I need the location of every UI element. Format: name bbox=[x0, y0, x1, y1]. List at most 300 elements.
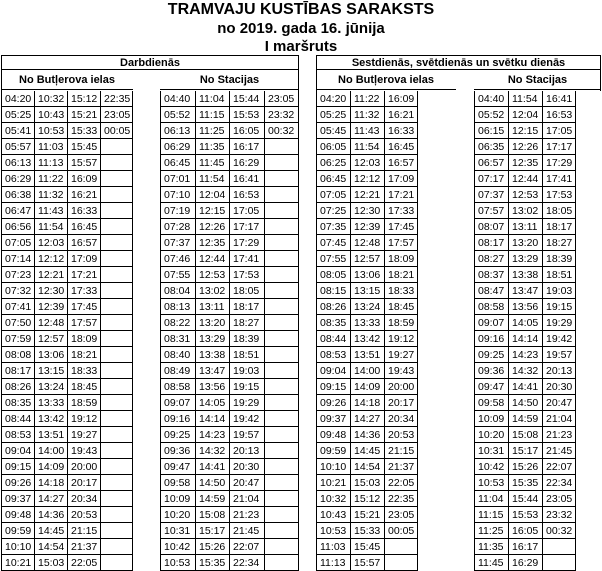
time-cell: 10:42 bbox=[160, 539, 195, 555]
time-cell: 14:00 bbox=[350, 363, 384, 379]
time-cell bbox=[264, 491, 299, 507]
time-cell: 11:54 bbox=[34, 219, 67, 235]
time-cell: 07:41 bbox=[1, 299, 34, 315]
time-cell: 12:04 bbox=[508, 107, 542, 123]
time-cell: 21:45 bbox=[542, 443, 576, 459]
time-cell: 19:15 bbox=[542, 299, 576, 315]
time-cell: 06:13 bbox=[1, 155, 34, 171]
weekdays-direction-butlerova-header: No Butļerova ielas bbox=[1, 70, 133, 90]
weekdays-header: Darbdienās bbox=[1, 55, 299, 70]
time-cell bbox=[100, 491, 133, 507]
time-cell: 17:41 bbox=[542, 171, 576, 187]
time-cell: 11:35 bbox=[474, 539, 508, 555]
time-cell bbox=[542, 539, 576, 555]
time-cell: 14:05 bbox=[195, 395, 229, 411]
time-cell: 08:44 bbox=[316, 331, 350, 347]
time-cell: 16:33 bbox=[67, 203, 100, 219]
time-cell: 20:47 bbox=[229, 475, 264, 491]
time-cell bbox=[100, 299, 133, 315]
time-cell: 12:53 bbox=[195, 267, 229, 283]
time-cell: 21:04 bbox=[229, 491, 264, 507]
time-cell: 17:05 bbox=[229, 203, 264, 219]
time-cell: 00:05 bbox=[100, 123, 133, 139]
time-cell: 20:53 bbox=[384, 427, 418, 443]
time-cell: 18:05 bbox=[542, 203, 576, 219]
time-cell: 07:28 bbox=[160, 219, 195, 235]
time-cell: 10:10 bbox=[1, 539, 34, 555]
time-cell: 12:53 bbox=[508, 187, 542, 203]
time-cell: 06:15 bbox=[474, 123, 508, 139]
time-cell: 15:44 bbox=[508, 491, 542, 507]
time-cell: 11:13 bbox=[34, 155, 67, 171]
time-cell: 07:05 bbox=[316, 187, 350, 203]
time-cell: 08:40 bbox=[160, 347, 195, 363]
time-cell: 06:13 bbox=[160, 123, 195, 139]
time-cell bbox=[264, 219, 299, 235]
time-cell: 17:33 bbox=[67, 283, 100, 299]
time-cell: 09:48 bbox=[1, 507, 34, 523]
time-cell: 12:48 bbox=[350, 235, 384, 251]
time-cell: 10:32 bbox=[34, 91, 67, 107]
time-cell: 20:30 bbox=[542, 379, 576, 395]
time-cell: 19:03 bbox=[542, 283, 576, 299]
time-cell: 07:59 bbox=[1, 331, 34, 347]
time-cell: 09:26 bbox=[316, 395, 350, 411]
time-cell: 13:11 bbox=[508, 219, 542, 235]
time-cell: 19:57 bbox=[542, 347, 576, 363]
time-cell: 08:08 bbox=[1, 347, 34, 363]
time-cell: 15:26 bbox=[508, 459, 542, 475]
time-cell bbox=[264, 187, 299, 203]
time-cell bbox=[264, 363, 299, 379]
schedule-title: TRAMVAJU KUSTĪBAS SARAKSTS bbox=[167, 1, 435, 18]
time-cell bbox=[264, 283, 299, 299]
time-cell: 06:29 bbox=[160, 139, 195, 155]
time-cell: 12:21 bbox=[350, 187, 384, 203]
time-cell: 13:11 bbox=[195, 299, 229, 315]
time-cell: 17:53 bbox=[542, 187, 576, 203]
time-cell: 14:14 bbox=[508, 331, 542, 347]
time-cell: 14:27 bbox=[34, 491, 67, 507]
time-cell: 22:35 bbox=[100, 91, 133, 107]
time-cell: 07:19 bbox=[160, 203, 195, 219]
time-cell: 16:17 bbox=[508, 539, 542, 555]
time-cell: 06:25 bbox=[316, 155, 350, 171]
time-cell: 09:04 bbox=[316, 363, 350, 379]
time-cell: 15:12 bbox=[350, 491, 384, 507]
time-cell: 14:23 bbox=[195, 427, 229, 443]
time-cell: 08:35 bbox=[316, 315, 350, 331]
time-cell: 07:01 bbox=[160, 171, 195, 187]
time-cell: 16:09 bbox=[67, 171, 100, 187]
time-cell: 19:29 bbox=[542, 315, 576, 331]
time-cell: 15:53 bbox=[229, 107, 264, 123]
time-cell bbox=[100, 539, 133, 555]
weekends-header: Sestdienās, svētdienās un svētku dienās bbox=[316, 55, 601, 70]
time-cell: 17:17 bbox=[229, 219, 264, 235]
time-cell: 11:32 bbox=[34, 187, 67, 203]
time-cell: 15:17 bbox=[195, 523, 229, 539]
time-cell: 16:53 bbox=[542, 107, 576, 123]
time-cell: 07:35 bbox=[316, 219, 350, 235]
time-cell: 09:59 bbox=[1, 523, 34, 539]
time-cell: 08:35 bbox=[1, 395, 34, 411]
time-cell: 14:18 bbox=[34, 475, 67, 491]
time-cell: 23:05 bbox=[264, 91, 299, 107]
time-cell: 08:07 bbox=[474, 219, 508, 235]
time-cell: 18:45 bbox=[384, 299, 418, 315]
time-cell: 13:02 bbox=[195, 283, 229, 299]
time-cell: 16:21 bbox=[384, 107, 418, 123]
time-cell: 18:27 bbox=[542, 235, 576, 251]
time-cell: 07:46 bbox=[160, 251, 195, 267]
time-cell bbox=[264, 251, 299, 267]
time-cell: 15:21 bbox=[350, 507, 384, 523]
time-cell: 13:56 bbox=[195, 379, 229, 395]
time-cell: 05:57 bbox=[1, 139, 34, 155]
time-cell: 11:25 bbox=[474, 523, 508, 539]
time-cell: 12:15 bbox=[508, 123, 542, 139]
time-cell: 18:17 bbox=[542, 219, 576, 235]
time-cell: 20:47 bbox=[542, 395, 576, 411]
time-cell: 05:41 bbox=[1, 123, 34, 139]
time-cell: 11:25 bbox=[195, 123, 229, 139]
time-cell: 18:09 bbox=[384, 251, 418, 267]
time-cell: 18:09 bbox=[67, 331, 100, 347]
time-cell: 18:45 bbox=[67, 379, 100, 395]
time-cell: 15:08 bbox=[195, 507, 229, 523]
time-cell: 10:31 bbox=[160, 523, 195, 539]
time-cell: 07:25 bbox=[316, 203, 350, 219]
time-cell: 10:43 bbox=[34, 107, 67, 123]
time-cell: 17:17 bbox=[542, 139, 576, 155]
time-cell bbox=[264, 443, 299, 459]
time-cell: 15:57 bbox=[67, 155, 100, 171]
time-cell: 08:47 bbox=[474, 283, 508, 299]
time-cell: 07:55 bbox=[316, 251, 350, 267]
time-cell: 20:17 bbox=[67, 475, 100, 491]
time-cell: 15:45 bbox=[350, 539, 384, 555]
time-cell: 18:21 bbox=[384, 267, 418, 283]
time-cell: 19:42 bbox=[229, 411, 264, 427]
time-cell: 12:26 bbox=[508, 139, 542, 155]
time-cell: 17:21 bbox=[67, 267, 100, 283]
time-cell: 21:23 bbox=[229, 507, 264, 523]
time-cell: 11:22 bbox=[350, 91, 384, 107]
time-cell: 21:15 bbox=[384, 443, 418, 459]
time-cell: 14:27 bbox=[350, 411, 384, 427]
time-cell: 14:32 bbox=[508, 363, 542, 379]
time-cell: 06:56 bbox=[1, 219, 34, 235]
time-cell: 13:56 bbox=[508, 299, 542, 315]
time-cell: 13:29 bbox=[195, 331, 229, 347]
time-cell: 00:05 bbox=[384, 523, 418, 539]
time-cell: 10:43 bbox=[316, 507, 350, 523]
table-border bbox=[298, 70, 299, 91]
time-cell: 11:45 bbox=[474, 555, 508, 571]
time-cell: 00:32 bbox=[264, 123, 299, 139]
time-cell: 19:12 bbox=[384, 331, 418, 347]
time-cell bbox=[264, 539, 299, 555]
time-cell: 11:35 bbox=[195, 139, 229, 155]
time-cell: 13:20 bbox=[508, 235, 542, 251]
time-cell: 06:45 bbox=[316, 171, 350, 187]
time-cell: 23:32 bbox=[542, 507, 576, 523]
time-cell: 08:26 bbox=[1, 379, 34, 395]
time-cell: 18:59 bbox=[384, 315, 418, 331]
time-cell: 15:53 bbox=[508, 507, 542, 523]
time-cell: 18:17 bbox=[229, 299, 264, 315]
time-cell: 10:31 bbox=[474, 443, 508, 459]
time-cell: 22:07 bbox=[229, 539, 264, 555]
time-cell: 09:15 bbox=[1, 459, 34, 475]
time-cell: 21:15 bbox=[67, 523, 100, 539]
time-cell: 08:22 bbox=[160, 315, 195, 331]
time-cell bbox=[264, 235, 299, 251]
time-cell: 12:44 bbox=[508, 171, 542, 187]
time-cell: 19:57 bbox=[229, 427, 264, 443]
time-cell: 14:36 bbox=[350, 427, 384, 443]
time-cell: 13:33 bbox=[350, 315, 384, 331]
time-cell: 10:09 bbox=[474, 411, 508, 427]
time-cell: 15:33 bbox=[350, 523, 384, 539]
time-cell: 09:07 bbox=[160, 395, 195, 411]
time-cell: 13:38 bbox=[195, 347, 229, 363]
time-cell bbox=[264, 267, 299, 283]
time-cell bbox=[264, 459, 299, 475]
time-cell: 20:34 bbox=[67, 491, 100, 507]
time-cell: 07:05 bbox=[1, 235, 34, 251]
time-cell: 13:15 bbox=[350, 283, 384, 299]
table-border bbox=[1, 70, 2, 91]
time-cell: 20:13 bbox=[542, 363, 576, 379]
time-cell: 20:00 bbox=[67, 459, 100, 475]
time-cell: 07:45 bbox=[316, 235, 350, 251]
time-cell: 15:35 bbox=[508, 475, 542, 491]
time-cell: 09:59 bbox=[316, 443, 350, 459]
time-cell: 13:02 bbox=[508, 203, 542, 219]
time-cell: 12:30 bbox=[34, 283, 67, 299]
time-cell: 11:04 bbox=[474, 491, 508, 507]
time-cell: 00:32 bbox=[542, 523, 576, 539]
time-cell: 06:57 bbox=[474, 155, 508, 171]
time-cell: 12:04 bbox=[195, 187, 229, 203]
time-cell: 16:09 bbox=[384, 91, 418, 107]
time-cell bbox=[264, 347, 299, 363]
time-cell: 19:03 bbox=[229, 363, 264, 379]
time-cell: 14:50 bbox=[195, 475, 229, 491]
time-cell: 09:58 bbox=[474, 395, 508, 411]
time-cell: 10:20 bbox=[160, 507, 195, 523]
time-cell: 21:45 bbox=[229, 523, 264, 539]
time-cell bbox=[100, 427, 133, 443]
time-cell: 10:10 bbox=[316, 459, 350, 475]
time-cell: 18:39 bbox=[542, 251, 576, 267]
time-cell: 12:03 bbox=[34, 235, 67, 251]
time-cell bbox=[264, 139, 299, 155]
time-cell bbox=[100, 155, 133, 171]
time-cell: 15:17 bbox=[508, 443, 542, 459]
time-cell: 13:33 bbox=[34, 395, 67, 411]
time-cell: 17:05 bbox=[542, 123, 576, 139]
time-cell: 11:15 bbox=[195, 107, 229, 123]
time-cell bbox=[264, 523, 299, 539]
time-cell: 17:57 bbox=[384, 235, 418, 251]
time-cell: 12:12 bbox=[350, 171, 384, 187]
time-cell: 12:39 bbox=[350, 219, 384, 235]
time-cell: 11:13 bbox=[316, 555, 350, 571]
time-cell bbox=[264, 331, 299, 347]
time-cell: 13:29 bbox=[508, 251, 542, 267]
time-cell: 14:23 bbox=[508, 347, 542, 363]
time-cell: 12:30 bbox=[350, 203, 384, 219]
time-cell bbox=[264, 411, 299, 427]
time-cell: 06:05 bbox=[316, 139, 350, 155]
time-cell: 11:03 bbox=[34, 139, 67, 155]
time-cell: 08:17 bbox=[474, 235, 508, 251]
time-cell: 09:47 bbox=[474, 379, 508, 395]
time-cell: 19:15 bbox=[229, 379, 264, 395]
time-cell: 12:48 bbox=[34, 315, 67, 331]
time-cell: 16:41 bbox=[542, 91, 576, 107]
time-cell: 07:37 bbox=[160, 235, 195, 251]
time-cell bbox=[384, 539, 418, 555]
time-cell: 17:53 bbox=[229, 267, 264, 283]
time-cell: 14:32 bbox=[195, 443, 229, 459]
time-cell: 16:57 bbox=[67, 235, 100, 251]
time-cell: 12:57 bbox=[350, 251, 384, 267]
time-cell bbox=[264, 379, 299, 395]
time-cell bbox=[100, 523, 133, 539]
time-cell: 23:05 bbox=[100, 107, 133, 123]
time-cell: 06:35 bbox=[474, 139, 508, 155]
time-cell: 07:14 bbox=[1, 251, 34, 267]
time-cell: 12:39 bbox=[34, 299, 67, 315]
time-cell: 16:53 bbox=[229, 187, 264, 203]
time-cell: 08:27 bbox=[474, 251, 508, 267]
time-cell: 21:37 bbox=[384, 459, 418, 475]
time-cell: 09:07 bbox=[474, 315, 508, 331]
time-cell: 13:42 bbox=[34, 411, 67, 427]
time-cell: 19:27 bbox=[67, 427, 100, 443]
time-cell: 09:36 bbox=[474, 363, 508, 379]
time-cell bbox=[100, 267, 133, 283]
time-cell bbox=[100, 187, 133, 203]
time-cell: 10:53 bbox=[34, 123, 67, 139]
time-cell: 22:05 bbox=[67, 555, 100, 571]
time-cell: 11:32 bbox=[350, 107, 384, 123]
time-cell: 16:29 bbox=[229, 155, 264, 171]
time-cell: 11:54 bbox=[350, 139, 384, 155]
time-cell: 14:45 bbox=[34, 523, 67, 539]
time-cell: 08:44 bbox=[1, 411, 34, 427]
time-cell: 21:37 bbox=[67, 539, 100, 555]
time-cell: 05:25 bbox=[1, 107, 34, 123]
time-cell: 07:57 bbox=[474, 203, 508, 219]
time-cell: 16:05 bbox=[508, 523, 542, 539]
time-cell: 13:38 bbox=[508, 267, 542, 283]
time-cell: 09:37 bbox=[316, 411, 350, 427]
time-cell: 13:42 bbox=[350, 331, 384, 347]
time-cell: 22:34 bbox=[542, 475, 576, 491]
time-cell: 20:53 bbox=[67, 507, 100, 523]
time-cell: 12:26 bbox=[195, 219, 229, 235]
time-cell: 08:58 bbox=[474, 299, 508, 315]
time-cell: 19:29 bbox=[229, 395, 264, 411]
table-border bbox=[316, 70, 317, 91]
time-cell: 17:21 bbox=[384, 187, 418, 203]
time-cell: 17:45 bbox=[384, 219, 418, 235]
time-cell: 18:39 bbox=[229, 331, 264, 347]
time-cell: 13:51 bbox=[350, 347, 384, 363]
time-cell: 18:33 bbox=[384, 283, 418, 299]
time-cell bbox=[100, 283, 133, 299]
time-cell: 18:05 bbox=[229, 283, 264, 299]
time-cell: 17:09 bbox=[384, 171, 418, 187]
time-cell: 08:26 bbox=[316, 299, 350, 315]
time-cell: 10:09 bbox=[160, 491, 195, 507]
time-cell: 20:34 bbox=[384, 411, 418, 427]
time-cell: 14:50 bbox=[508, 395, 542, 411]
time-cell bbox=[264, 171, 299, 187]
time-cell: 08:53 bbox=[316, 347, 350, 363]
time-cell: 16:41 bbox=[229, 171, 264, 187]
time-cell: 09:16 bbox=[474, 331, 508, 347]
time-cell: 14:09 bbox=[34, 459, 67, 475]
route-name: I maršruts bbox=[264, 38, 338, 55]
time-cell bbox=[100, 315, 133, 331]
time-cell: 15:44 bbox=[229, 91, 264, 107]
time-cell: 07:23 bbox=[1, 267, 34, 283]
time-cell: 20:17 bbox=[384, 395, 418, 411]
time-cell: 16:21 bbox=[67, 187, 100, 203]
time-cell: 08:15 bbox=[316, 283, 350, 299]
time-cell: 12:12 bbox=[34, 251, 67, 267]
time-cell: 16:29 bbox=[508, 555, 542, 571]
time-cell: 13:51 bbox=[34, 427, 67, 443]
time-cell: 22:05 bbox=[384, 475, 418, 491]
time-cell: 06:29 bbox=[1, 171, 34, 187]
time-cell bbox=[264, 427, 299, 443]
time-cell: 08:05 bbox=[316, 267, 350, 283]
time-cell: 11:54 bbox=[508, 91, 542, 107]
time-cell: 19:43 bbox=[67, 443, 100, 459]
weekdays-direction-stacija-header: No Stacijas bbox=[160, 70, 299, 90]
time-cell bbox=[264, 155, 299, 171]
time-cell: 13:24 bbox=[34, 379, 67, 395]
time-cell: 09:04 bbox=[1, 443, 34, 459]
time-cell: 13:06 bbox=[350, 267, 384, 283]
weekends-direction-butlerova-header: No Butļerova ielas bbox=[316, 70, 456, 90]
time-cell: 12:35 bbox=[508, 155, 542, 171]
time-cell: 05:52 bbox=[160, 107, 195, 123]
time-cell: 04:20 bbox=[316, 91, 350, 107]
time-cell: 07:10 bbox=[160, 187, 195, 203]
time-cell: 10:20 bbox=[474, 427, 508, 443]
time-cell: 05:52 bbox=[474, 107, 508, 123]
time-cell: 17:09 bbox=[67, 251, 100, 267]
time-cell: 10:53 bbox=[474, 475, 508, 491]
time-cell: 11:04 bbox=[195, 91, 229, 107]
time-cell: 15:45 bbox=[67, 139, 100, 155]
time-cell: 08:58 bbox=[160, 379, 195, 395]
time-cell: 09:37 bbox=[1, 491, 34, 507]
time-cell: 14:54 bbox=[350, 459, 384, 475]
time-cell: 14:00 bbox=[34, 443, 67, 459]
time-cell: 22:35 bbox=[384, 491, 418, 507]
time-cell bbox=[264, 395, 299, 411]
time-cell: 18:21 bbox=[67, 347, 100, 363]
